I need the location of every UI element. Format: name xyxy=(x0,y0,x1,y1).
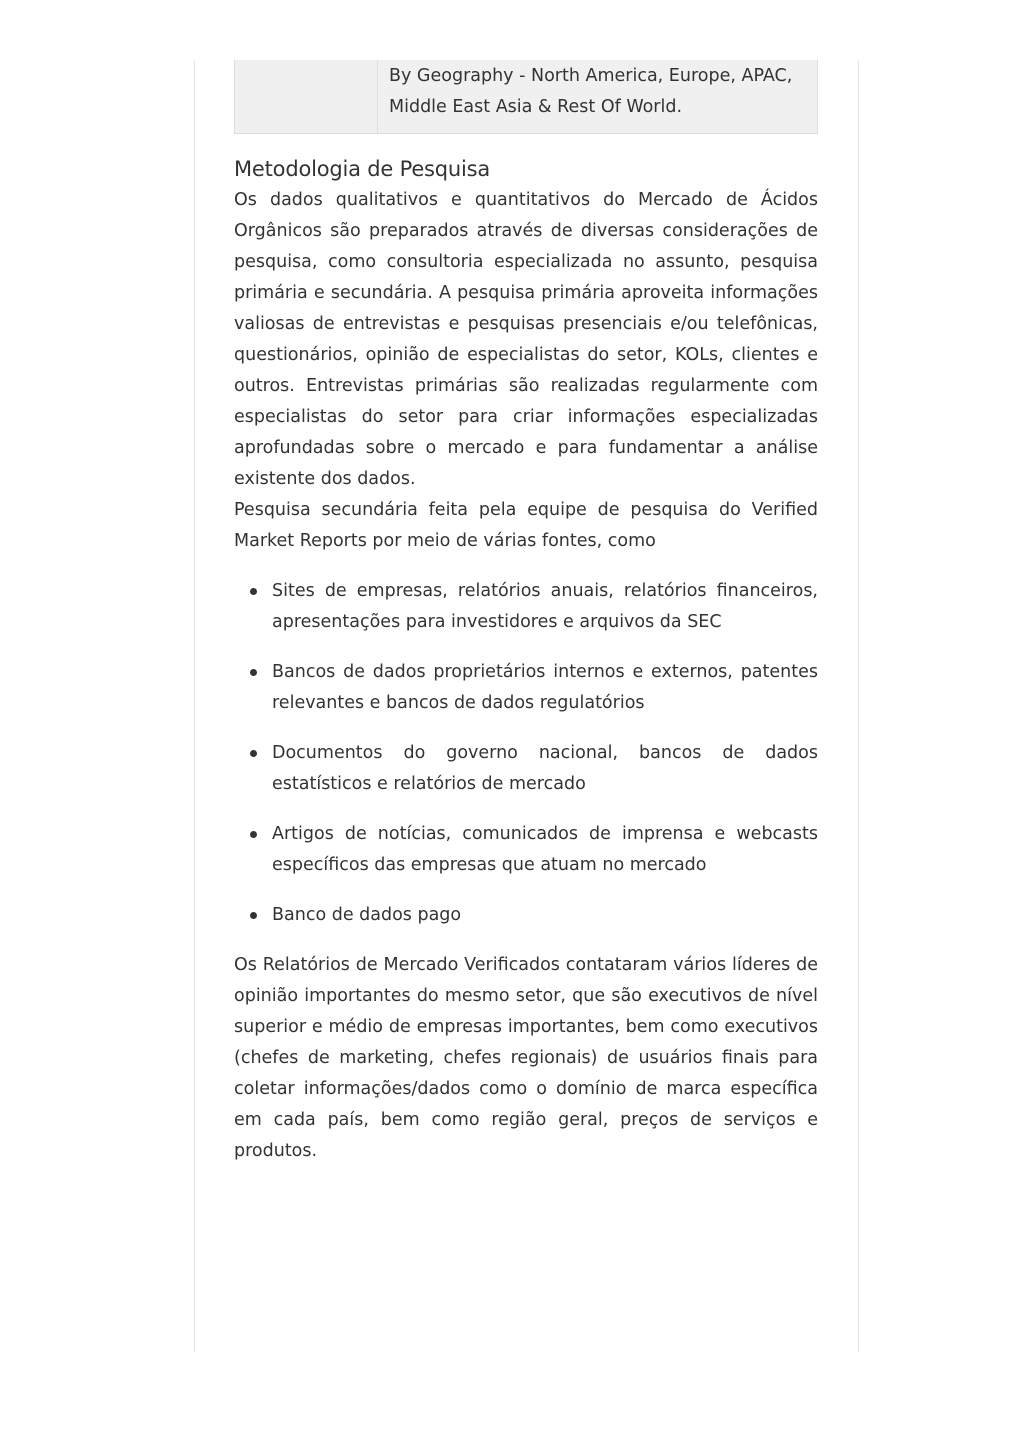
bullet-icon xyxy=(250,750,257,757)
list-item-text: Artigos de notícias, comunicados de imprensa e webcasts específicos das empresas que atuam no mercado xyxy=(272,824,818,875)
list-item-text: Sites de empresas, relatórios anuais, relatórios financeiros, apresentações para investidores e arquivos da SEC xyxy=(272,581,818,632)
segmentation-geography-cell: By Geography - North America, Europe, APAC, Middle East Asia & Rest Of World. xyxy=(389,66,793,117)
list-item xyxy=(234,900,818,931)
methodology-paragraph-1: Os dados qualitativos e quantitativos do Mercado de Ácidos Orgânicos são preparados através de diversas considerações de pesquisa, como consultoria especializada no assunto, pesquisa primária e secundária. A pesquisa primária aproveita informações valiosas de entrevistas e pesquisas presenciais e/ou telefônicas, questionários, opinião de especialistas do setor, KOLs, clientes e outros. Entrevistas primárias são realizadas regularmente com especialistas do setor para criar informações especializadas aprofundadas sobre o mercado e para fundamentar a análise existente dos dados. xyxy=(234,190,818,489)
list-item xyxy=(234,738,818,800)
segmentation-label-cell xyxy=(235,60,378,133)
bullet-icon xyxy=(250,831,257,838)
section-title-methodology: Metodologia de Pesquisa xyxy=(234,157,491,181)
bullet-icon xyxy=(250,588,257,595)
methodology-paragraph-3: Os Relatórios de Mercado Verificados contataram vários líderes de opinião importantes do mesmo setor, que são executivos de nível superior e médio de empresas importantes, bem como executivos (chefes de marketing, chefes regionais) de usuários finais para coletar informações/dados como o domínio de marca específica em cada país, bem como região geral, preços de serviços e produtos. xyxy=(234,955,818,1161)
list-item xyxy=(234,657,818,719)
secondary-sources-list xyxy=(234,576,818,931)
list-item xyxy=(234,576,818,638)
bullet-icon xyxy=(250,669,257,676)
methodology-paragraph-2: Pesquisa secundária feita pela equipe de pesquisa do Verified Market Reports por meio de várias fontes, como xyxy=(234,500,818,551)
list-item-text: Banco de dados pago xyxy=(272,905,462,925)
list-item xyxy=(234,819,818,881)
list-item-text: Documentos do governo nacional, bancos de dados estatísticos e relatórios de mercado xyxy=(272,743,818,794)
bullet-icon xyxy=(250,912,257,919)
list-item-text: Bancos de dados proprietários internos e externos, patentes relevantes e bancos de dados regulatórios xyxy=(272,662,818,713)
report-content xyxy=(234,60,818,1167)
segmentation-table xyxy=(234,60,818,134)
